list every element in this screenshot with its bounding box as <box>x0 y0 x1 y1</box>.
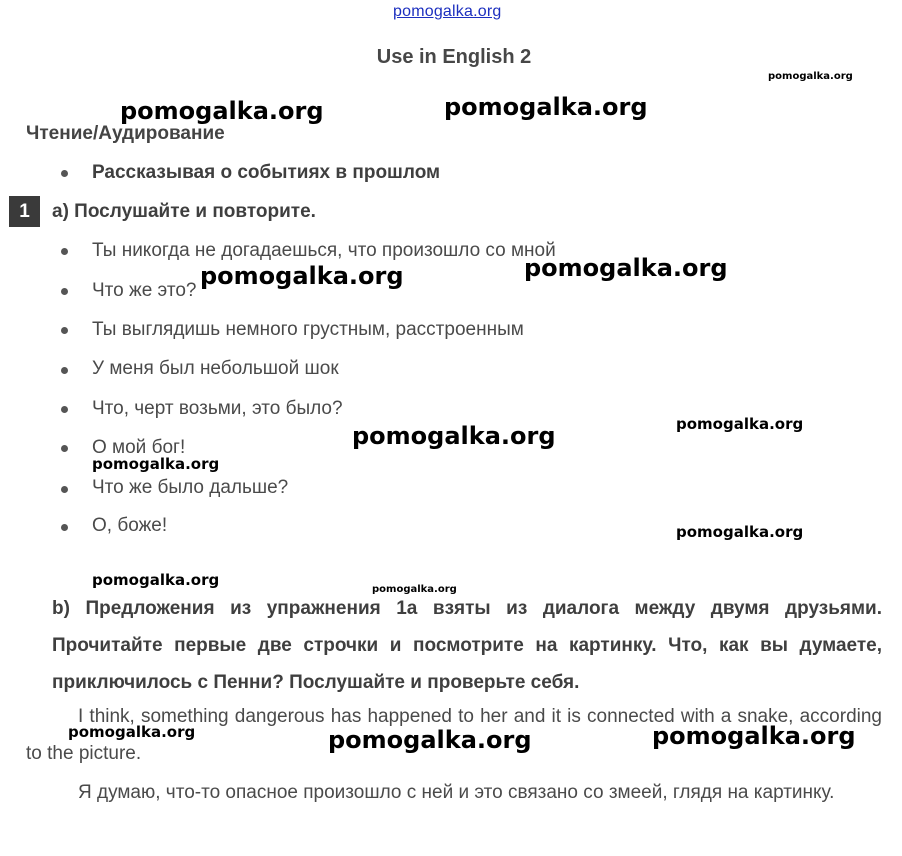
phrase-item: О, боже! <box>92 515 168 536</box>
bullet-dot <box>61 486 68 493</box>
watermark: pomogalka.org <box>68 723 196 741</box>
bullet-dot <box>61 170 68 177</box>
answer-russian-text: Я думаю, что-то опасное произошло с ней и это связано со змеей, глядя на картинку. <box>78 782 835 803</box>
phrase-item: Ты выглядишь немного грустным, расстроенным <box>92 319 524 340</box>
phrase-item: Что же это? <box>92 280 197 301</box>
watermark: pomogalka.org <box>444 93 648 121</box>
watermark: pomogalka.org <box>676 523 804 541</box>
bullet-dot <box>61 248 68 255</box>
bullet-dot <box>61 524 68 531</box>
watermark: pomogalka.org <box>92 455 220 473</box>
phrase-item: Что же было дальше? <box>92 477 289 498</box>
phrase-item: Ты никогда не догадаешься, что произошло со мной <box>92 240 556 261</box>
answer-russian <box>26 774 882 811</box>
bullet-dot <box>61 327 68 334</box>
watermark: pomogalka.org <box>768 71 853 82</box>
watermark: pomogalka.org <box>200 262 404 290</box>
section-title: Чтение/Аудирование <box>26 123 225 144</box>
bullet-dot <box>61 445 68 452</box>
task-b-instruction: b) Предложения из упражнения 1a взяты из диалога между двумя друзьями. Прочитайте первые две строчки и посмотрите на картинку. Что, как вы думаете, приключилось с Пенни? Послушайте и проверьте себя. <box>52 598 882 693</box>
watermark: pomogalka.org <box>328 726 532 754</box>
watermark: pomogalka.org <box>524 254 728 282</box>
phrase-item: У меня был небольшой шок <box>92 358 339 379</box>
watermark: pomogalka.org <box>372 584 457 595</box>
answer-english-text: I think, something dangerous has happened to her and it is connected with a snake, according to the picture. <box>26 706 882 764</box>
watermark: pomogalka.org <box>92 571 220 589</box>
bullet-dot <box>61 406 68 413</box>
page-title: Use in English 2 <box>376 46 532 68</box>
watermark: pomogalka.org <box>352 422 556 450</box>
phrase-item: Что, черт возьми, это было? <box>92 398 343 419</box>
topic-bullet: Рассказывая о событиях в прошлом <box>92 162 441 183</box>
watermark: pomogalka.org <box>652 722 856 750</box>
task-a-instruction: a) Послушайте и повторите. <box>52 201 316 222</box>
phrase-item: О мой бог! <box>92 437 186 458</box>
bullet-dot <box>61 367 68 374</box>
site-link[interactable]: pomogalka.org <box>393 3 502 20</box>
watermark: pomogalka.org <box>676 415 804 433</box>
bullet-dot <box>61 288 68 295</box>
exercise-number-badge: 1 <box>9 196 40 227</box>
watermark: pomogalka.org <box>120 97 324 125</box>
